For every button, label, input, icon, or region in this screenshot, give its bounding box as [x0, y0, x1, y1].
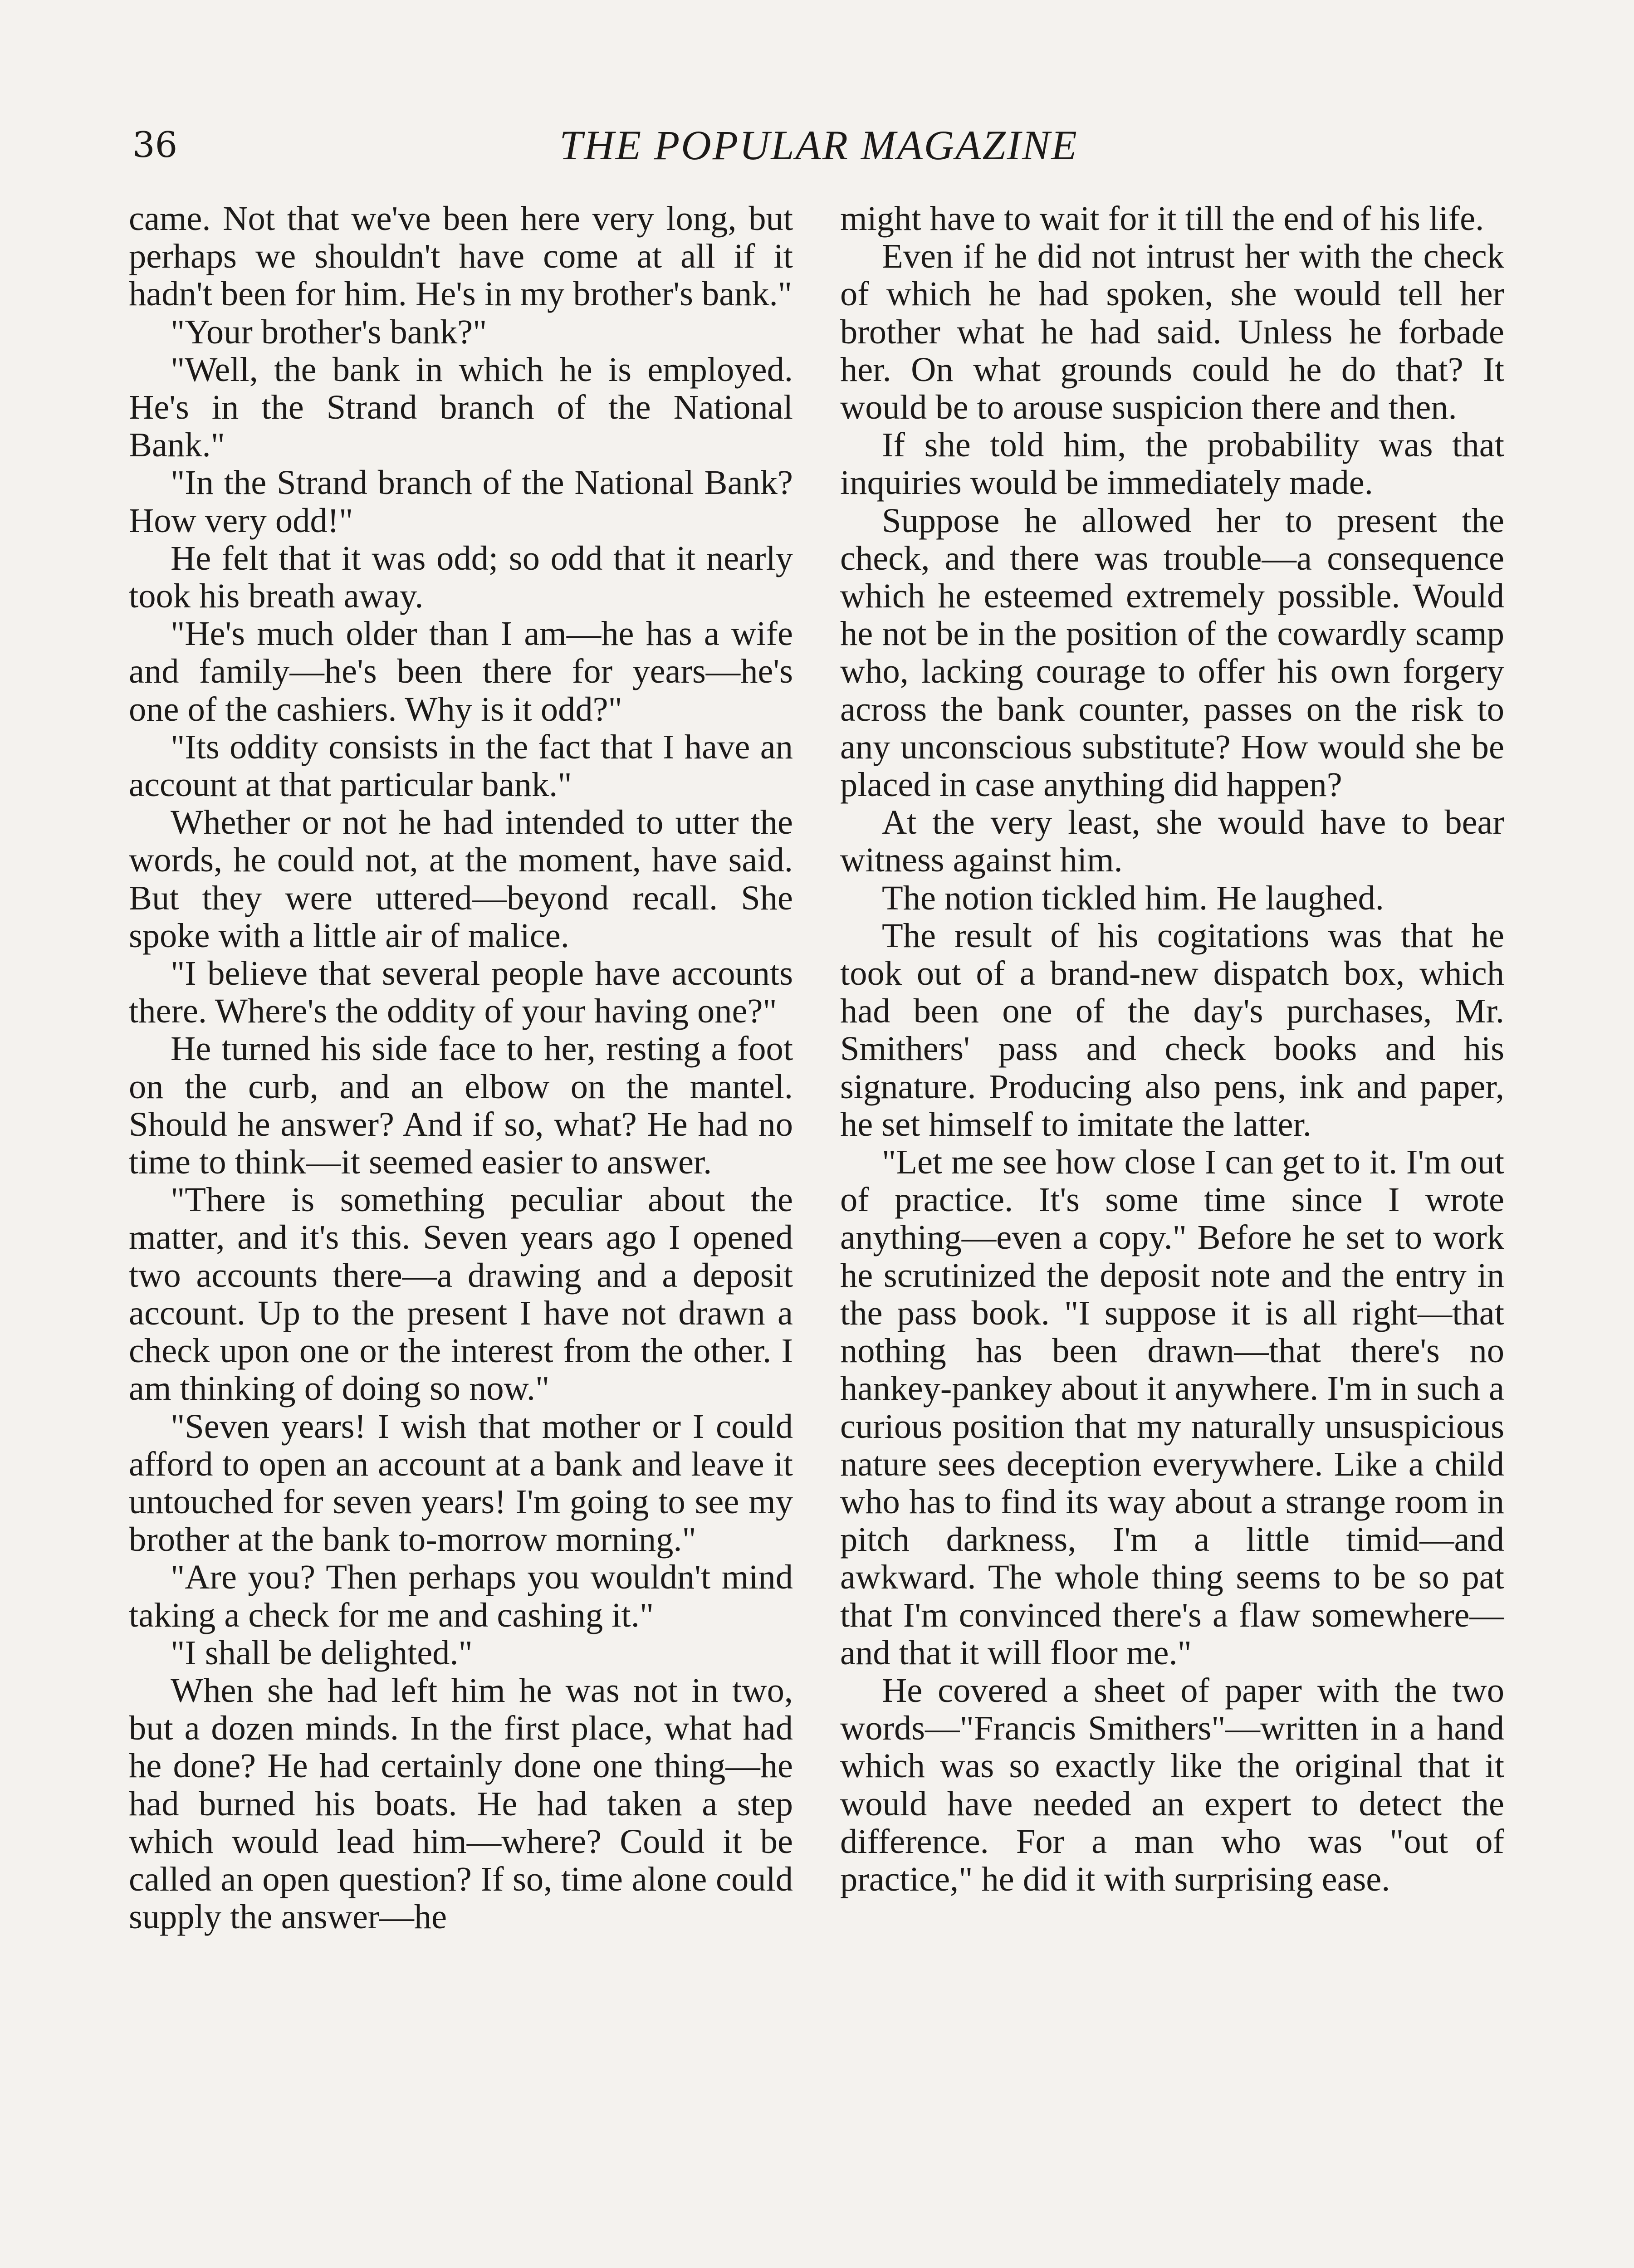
paragraph: At the very least, she would have to bear witness against him.: [840, 803, 1504, 880]
paragraph: "Your brother's bank?": [171, 312, 487, 351]
paragraph: "There is something peculiar about the matter, and it's this. Seven years ago I opened two accounts there—a drawing and a deposit account. Up to the present I have not drawn a check upon one or the interest from the other. I am thinking of doing so now.": [129, 1180, 793, 1408]
paragraph: came. Not that we've been here very long, but perhaps we shouldn't have come at all if it hadn't been for him. He's in my brother's bank.": [129, 200, 793, 313]
paragraph: "He's much older than I am—he has a wife and family—he's been there for years—he's one of the cashiers. Why is it odd?": [129, 614, 793, 728]
running-header: [132, 116, 1505, 175]
text-column-left: [129, 200, 793, 2268]
paragraph: He covered a sheet of paper with the two words—"Francis Smithers"—written in a hand which was so exactly like the original that it would have needed an expert to detect the difference. For a man who was "out of practice," he did it with surprising ease.: [840, 1671, 1504, 1898]
paragraph: Whether or not he had intended to utter the words, he could not, at the moment, have said. But they were uttered—beyond recall. She spoke with a little air of malice.: [129, 803, 793, 955]
paragraph: Suppose he allowed her to present the check, and there was trouble—a consequence which he esteemed extremely possible. Would he not be in the position of the cowardly scamp who, lacking courage to offer his own forgery across the bank counter, passes on the risk to any unconscious substitute? How would she be placed in case anything did happen?: [840, 501, 1504, 804]
paragraph: "Are you? Then perhaps you wouldn't mind taking a check for me and cashing it.": [129, 1558, 793, 1634]
paragraph: "Let me see how close I can get to it. I'm out of practice. It's some time since I wrote anything—even a copy." Before he set to work he scrutinized the deposit note and the entry in the pass book. "I suppose it is all right—that nothing has been drawn—that there's no hankey-pankey about it anywhere. I'm in such a curious position that my naturally unsuspicious nature sees deception everywhere. Like a child who has to find its way about a strange room in pitch darkness, I'm a little timid—and awkward. The whole thing seems to be so pat that I'm convinced there's a flaw somewhere—and that it will floor me.": [840, 1143, 1504, 1672]
text-column-right: [840, 200, 1504, 2268]
paragraph: "Seven years! I wish that mother or I could afford to open an account at a bank and leave it untouched for seven years! I'm going to see my brother at the bank to-morrow morning.": [129, 1407, 793, 1559]
paragraph: The notion tickled him. He laughed.: [882, 878, 1384, 917]
paragraph: If she told him, the probability was that inquiries would be immediately made.: [840, 425, 1504, 502]
paragraph: When she had left him he was not in two, but a dozen minds. In the first place, what had he done? He had certainly done one thing—he had burned his boats. He had taken a step which would lead him—where? Could it be called an open question? If so, time alone could supply the answer—he: [129, 1671, 793, 1936]
paragraph: "I shall be delighted.": [171, 1633, 473, 1672]
paragraph: The result of his cogitations was that he took out of a brand-new dispatch box, which had been one of the day's purchases, Mr. Smithers' pass and check books and his signature. Producing also pens, ink and paper, he set himself to imitate the latter.: [840, 916, 1504, 1144]
paragraph: "Well, the bank in which he is employed. He's in the Strand branch of the National Bank.": [129, 350, 793, 464]
paragraph: "In the Strand branch of the National Bank? How very odd!": [129, 463, 793, 540]
paragraph: He felt that it was odd; so odd that it nearly took his breath away.: [129, 538, 793, 616]
paragraph: He turned his side face to her, resting a foot on the curb, and an elbow on the mantel. Should he answer? And if so, what? He had no time to think—it seemed easier to answer.: [129, 1029, 793, 1182]
paragraph: "Its oddity consists in the fact that I have an account at that particular bank.": [129, 727, 793, 804]
page-number: 36: [132, 125, 178, 166]
paragraph: Even if he did not intrust her with the check of which he had spoken, she would tell her brother what he had said. Unless he forbade her. On what grounds could he do that? It would be to arouse suspicion there and then.: [840, 237, 1504, 427]
paragraph: might have to wait for it till the end of his life.: [840, 200, 1484, 238]
paragraph: "I believe that several people have accounts there. Where's the oddity of your having one?": [129, 954, 793, 1031]
running-title: THE POPULAR MAGAZINE: [559, 122, 1078, 168]
